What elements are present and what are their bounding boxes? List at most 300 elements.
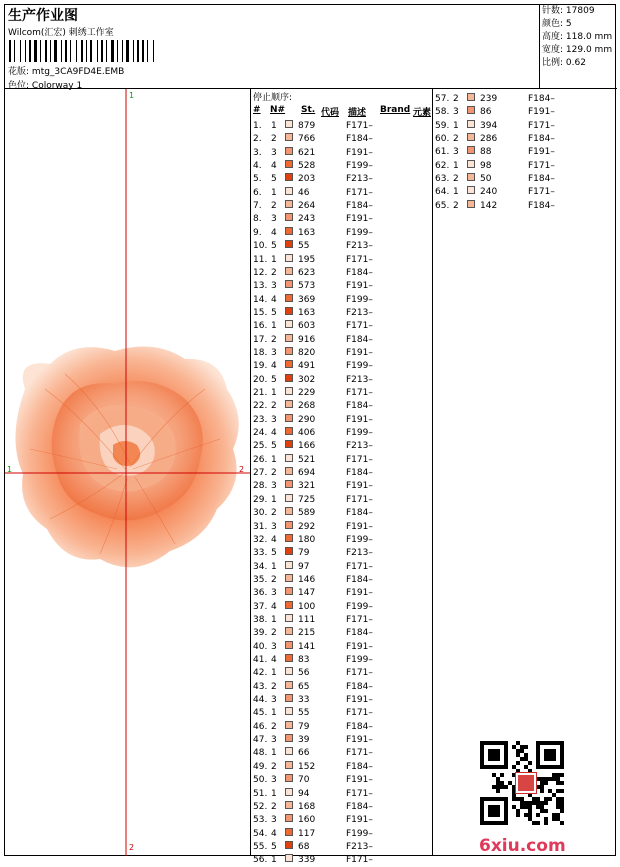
table-row [253, 574, 431, 587]
row-number: 32. [253, 534, 268, 545]
row-number: 62. [435, 160, 450, 171]
header-desc: 描述 [348, 108, 367, 118]
header-no: N# [270, 105, 286, 115]
color-swatch [467, 200, 475, 208]
row-color-index: 1 [271, 254, 277, 265]
rose-embroidery-image [5, 89, 251, 856]
table-row [435, 106, 613, 119]
row-number: 59. [435, 120, 450, 131]
row-stitches: 98 [480, 160, 492, 171]
table-row [253, 254, 431, 267]
row-stitches: 168 [298, 801, 316, 812]
row-code: F191– [528, 147, 555, 158]
table-header [253, 105, 433, 118]
table-row [253, 854, 431, 867]
header [5, 5, 540, 89]
row-number: 31. [253, 521, 268, 532]
row-code: F191– [528, 107, 555, 118]
row-number: 12. [253, 267, 268, 278]
row-number: 17. [253, 334, 268, 345]
row-stitches: 142 [480, 200, 498, 211]
row-number: 27. [253, 468, 268, 479]
row-color-index: 2 [271, 681, 277, 692]
row-stitches: 141 [298, 641, 316, 652]
stats-panel [540, 5, 617, 89]
color-swatch [285, 681, 293, 689]
row-color-index: 4 [271, 294, 277, 305]
row-code: F213– [346, 548, 373, 559]
color-swatch [285, 414, 293, 422]
row-color-index: 1 [271, 708, 277, 719]
row-color-index: 3 [271, 147, 277, 158]
table-row [253, 440, 431, 453]
row-code: F184– [346, 267, 373, 278]
row-stitches: 694 [298, 468, 316, 479]
worksheet [4, 4, 616, 866]
row-code: F191– [346, 214, 373, 225]
row-stitches: 70 [298, 775, 310, 786]
row-code: F213– [346, 441, 373, 452]
row-stitches: 152 [298, 761, 316, 772]
row-code: F191– [346, 147, 373, 158]
table-row [253, 294, 431, 307]
row-color-index: 2 [271, 267, 277, 278]
row-stitches: 203 [298, 174, 316, 185]
color-swatch [467, 120, 475, 128]
row-code: F184– [346, 201, 373, 212]
color-swatch [285, 601, 293, 609]
color-swatch [285, 374, 293, 382]
row-code: F199– [346, 601, 373, 612]
row-number: 8. [253, 214, 262, 225]
row-code: F191– [346, 588, 373, 599]
table-row [253, 320, 431, 333]
color-swatch [285, 240, 293, 248]
row-stitches: 394 [480, 120, 498, 131]
row-stitches: 239 [480, 94, 498, 104]
table-row [253, 761, 431, 774]
row-code: F213– [346, 174, 373, 185]
row-color-index: 3 [271, 641, 277, 652]
pattern-value: mtg_3CA9FD4E.EMB [31, 67, 125, 77]
table-row [253, 547, 431, 560]
row-code: F171– [346, 121, 373, 131]
row-number: 29. [253, 494, 268, 505]
row-color-index: 5 [271, 841, 277, 852]
row-code: F184– [528, 200, 555, 211]
table-row [253, 774, 431, 787]
row-stitches: 195 [298, 254, 316, 265]
color-swatch [285, 841, 293, 849]
table-row [253, 814, 431, 827]
row-stitches: 406 [298, 428, 316, 439]
row-color-index: 1 [271, 187, 277, 198]
design-preview [5, 89, 251, 856]
row-number: 49. [253, 761, 268, 772]
row-code: F184– [346, 468, 373, 479]
stop-sequence-title: 停止顺序: [253, 93, 293, 103]
color-swatch [467, 133, 475, 141]
row-color-index: 4 [271, 161, 277, 172]
color-swatch [285, 307, 293, 315]
row-stitches: 339 [298, 855, 316, 866]
table-row [253, 267, 431, 280]
color-swatch [467, 93, 475, 101]
table-row [435, 173, 613, 186]
color-swatch [285, 627, 293, 635]
table-row [253, 360, 431, 373]
table-row [435, 146, 613, 159]
row-stitches: 916 [298, 334, 316, 345]
row-stitches: 215 [298, 628, 316, 639]
row-color-index: 5 [271, 548, 277, 559]
barcode [9, 40, 185, 62]
row-number: 36. [253, 588, 268, 599]
row-code: F199– [346, 534, 373, 545]
row-color-index: 4 [271, 534, 277, 545]
color-swatch [285, 360, 293, 368]
row-color-index: 1 [271, 321, 277, 332]
row-color-index: 3 [271, 214, 277, 225]
row-code: F199– [346, 428, 373, 439]
row-color-index: 3 [453, 107, 459, 118]
studio-subtitle: Wilcom(汇宏) 刺绣工作室 [8, 28, 114, 38]
row-color-index: 3 [271, 775, 277, 786]
row-code: F213– [346, 841, 373, 852]
row-code: F171– [346, 454, 373, 465]
row-code: F184– [346, 628, 373, 639]
row-code: F171– [346, 321, 373, 332]
color-swatch [285, 480, 293, 488]
row-number: 57. [435, 94, 450, 104]
marker-top: 1 [129, 91, 135, 100]
row-stitches: 163 [298, 227, 316, 238]
table-row [253, 480, 431, 493]
row-color-index: 4 [271, 601, 277, 612]
stat-colors: 颜色: 5 [542, 19, 572, 29]
row-color-index: 4 [271, 655, 277, 665]
row-number: 43. [253, 681, 268, 692]
color-swatch [285, 774, 293, 782]
row-stitches: 264 [298, 201, 316, 212]
table-row [435, 186, 613, 199]
colorway-label: 色位: [8, 81, 30, 91]
row-code: F171– [528, 160, 555, 171]
row-number: 5. [253, 174, 262, 185]
row-stitches: 725 [298, 494, 316, 505]
row-stitches: 50 [480, 174, 492, 185]
row-number: 2. [253, 134, 262, 145]
color-swatch [285, 173, 293, 181]
row-number: 28. [253, 481, 268, 492]
color-swatch [285, 654, 293, 662]
row-code: F191– [346, 775, 373, 786]
row-stitches: 100 [298, 601, 316, 612]
table-row [253, 641, 431, 654]
row-stitches: 573 [298, 281, 316, 292]
row-code: F184– [346, 334, 373, 345]
row-color-index: 2 [453, 174, 459, 185]
row-color-index: 5 [271, 307, 277, 318]
color-swatch [285, 694, 293, 702]
row-number: 19. [253, 361, 268, 372]
row-stitches: 66 [298, 748, 310, 759]
table-row [253, 334, 431, 347]
color-swatch [285, 547, 293, 555]
row-stitches: 491 [298, 361, 316, 372]
row-stitches: 623 [298, 267, 316, 278]
table-row [253, 828, 431, 841]
row-color-index: 4 [271, 361, 277, 372]
row-stitches: 243 [298, 214, 316, 225]
color-swatch [285, 200, 293, 208]
marker-bottom: 2 [129, 843, 135, 852]
table-row [253, 801, 431, 814]
row-color-index: 2 [453, 134, 459, 145]
color-swatch [285, 147, 293, 155]
table-row [253, 120, 431, 133]
row-color-index: 4 [271, 428, 277, 439]
color-swatch [285, 574, 293, 582]
row-color-index: 3 [271, 695, 277, 706]
color-swatch [285, 320, 293, 328]
table-row [253, 721, 431, 734]
row-stitches: 56 [298, 668, 310, 679]
table-row [253, 427, 431, 440]
marker-left: 1 [7, 465, 13, 474]
row-stitches: 147 [298, 588, 316, 599]
table-row [253, 307, 431, 320]
page-title: 生产作业图 [8, 8, 78, 24]
row-number: 39. [253, 628, 268, 639]
row-number: 44. [253, 695, 268, 706]
pattern-line [8, 64, 124, 77]
color-swatch [285, 213, 293, 221]
row-color-index: 2 [271, 334, 277, 345]
row-number: 11. [253, 254, 268, 265]
table-row [253, 467, 431, 480]
row-code: F184– [528, 174, 555, 185]
table-row [253, 667, 431, 680]
stop-sequence-col-1 [251, 89, 433, 866]
row-number: 45. [253, 708, 268, 719]
row-number: 30. [253, 508, 268, 519]
row-number: 10. [253, 241, 268, 252]
row-number: 22. [253, 401, 268, 412]
color-swatch [285, 761, 293, 769]
color-swatch [285, 187, 293, 195]
row-stitches: 166 [298, 441, 316, 452]
row-color-index: 2 [453, 94, 459, 104]
row-number: 21. [253, 388, 268, 398]
row-color-index: 1 [453, 187, 459, 198]
row-stitches: 86 [480, 107, 492, 118]
row-code: F184– [346, 401, 373, 412]
table-row [253, 400, 431, 413]
color-swatch [285, 267, 293, 275]
table-row [253, 601, 431, 614]
stat-stitches: 针数: 17809 [542, 6, 595, 16]
table-row [253, 561, 431, 574]
color-swatch [467, 160, 475, 168]
row-number: 55. [253, 841, 268, 852]
table-row [435, 133, 613, 146]
color-swatch [285, 734, 293, 742]
row-number: 37. [253, 601, 268, 612]
color-swatch [285, 120, 293, 128]
table-row [253, 280, 431, 293]
row-stitches: 55 [298, 241, 310, 252]
row-code: F199– [346, 294, 373, 305]
row-stitches: 94 [298, 788, 310, 799]
row-color-index: 1 [271, 388, 277, 398]
row-stitches: 55 [298, 708, 310, 719]
table-row [253, 414, 431, 427]
table-row [435, 93, 613, 106]
row-color-index: 2 [271, 468, 277, 479]
row-stitches: 369 [298, 294, 316, 305]
row-stitches: 117 [298, 828, 316, 839]
table-row [253, 788, 431, 801]
row-code: F171– [528, 187, 555, 198]
row-number: 60. [435, 134, 450, 145]
row-color-index: 5 [271, 241, 277, 252]
row-color-index: 3 [271, 281, 277, 292]
color-swatch [285, 788, 293, 796]
row-stitches: 589 [298, 508, 316, 519]
row-color-index: 2 [271, 134, 277, 145]
row-number: 6. [253, 187, 262, 198]
row-number: 58. [435, 107, 450, 118]
row-stitches: 79 [298, 548, 310, 559]
row-color-index: 3 [453, 147, 459, 158]
table-row [253, 187, 431, 200]
row-number: 35. [253, 574, 268, 585]
row-number: 1. [253, 121, 262, 131]
color-swatch [285, 294, 293, 302]
row-number: 16. [253, 321, 268, 332]
color-swatch [285, 707, 293, 715]
row-stitches: 292 [298, 521, 316, 532]
color-swatch [467, 106, 475, 114]
row-stitches: 528 [298, 161, 316, 172]
row-number: 56. [253, 855, 268, 866]
color-swatch [285, 133, 293, 141]
row-code: F199– [346, 361, 373, 372]
stat-scale: 比例: 0.62 [542, 58, 586, 68]
table-row [253, 707, 431, 720]
header-element: 元素 [413, 108, 432, 118]
row-stitches: 33 [298, 695, 310, 706]
row-number: 7. [253, 201, 262, 212]
row-number: 24. [253, 428, 268, 439]
row-color-index: 1 [271, 494, 277, 505]
row-color-index: 2 [271, 401, 277, 412]
table-row [253, 694, 431, 707]
row-code: F213– [346, 374, 373, 385]
row-number: 34. [253, 561, 268, 572]
row-code: F171– [346, 668, 373, 679]
row-number: 52. [253, 801, 268, 812]
color-swatch [285, 254, 293, 262]
row-code: F171– [528, 120, 555, 131]
color-swatch [285, 721, 293, 729]
row-number: 40. [253, 641, 268, 652]
row-number: 13. [253, 281, 268, 292]
row-number: 9. [253, 227, 262, 238]
row-stitches: 146 [298, 574, 316, 585]
color-swatch [285, 507, 293, 515]
row-color-index: 4 [271, 227, 277, 238]
row-color-index: 2 [271, 628, 277, 639]
row-code: F191– [346, 347, 373, 358]
row-code: F191– [346, 815, 373, 826]
row-number: 33. [253, 548, 268, 559]
color-swatch [285, 814, 293, 822]
row-stitches: 229 [298, 388, 316, 398]
seal-stamp [515, 772, 537, 794]
row-color-index: 1 [271, 748, 277, 759]
row-code: F191– [346, 521, 373, 532]
row-stitches: 240 [480, 187, 498, 198]
row-code: F184– [528, 94, 555, 104]
row-color-index: 2 [271, 574, 277, 585]
row-color-index: 1 [271, 561, 277, 572]
row-color-index: 5 [271, 374, 277, 385]
row-color-index: 1 [271, 855, 277, 866]
row-code: F199– [346, 828, 373, 839]
row-code: F184– [346, 574, 373, 585]
row-number: 54. [253, 828, 268, 839]
row-number: 14. [253, 294, 268, 305]
color-swatch [285, 641, 293, 649]
row-code: F184– [346, 721, 373, 732]
row-color-index: 2 [271, 801, 277, 812]
row-number: 48. [253, 748, 268, 759]
row-code: F184– [346, 681, 373, 692]
row-number: 38. [253, 614, 268, 625]
pattern-label: 花版: [8, 67, 30, 77]
row-color-index: 3 [271, 414, 277, 425]
row-color-index: 2 [271, 201, 277, 212]
row-color-index: 3 [271, 735, 277, 746]
row-stitches: 46 [298, 187, 310, 198]
table-row [253, 387, 431, 400]
table-row [253, 521, 431, 534]
watermark-text: 6xiu.com [479, 836, 566, 856]
row-stitches: 68 [298, 841, 310, 852]
row-stitches: 65 [298, 681, 310, 692]
row-number: 64. [435, 187, 450, 198]
row-code: F184– [346, 134, 373, 145]
row-number: 18. [253, 347, 268, 358]
table-row [253, 374, 431, 387]
row-code: F184– [346, 801, 373, 812]
row-number: 25. [253, 441, 268, 452]
row-code: F171– [346, 254, 373, 265]
table-row [435, 120, 613, 133]
row-code: F199– [346, 655, 373, 665]
color-swatch [285, 521, 293, 529]
row-code: F171– [346, 561, 373, 572]
row-number: 42. [253, 668, 268, 679]
row-stitches: 621 [298, 147, 316, 158]
row-color-index: 1 [453, 120, 459, 131]
stat-height: 高度: 118.0 mm [542, 32, 613, 42]
marker-right: 2 [239, 465, 245, 474]
table-row [253, 494, 431, 507]
color-swatch [285, 387, 293, 395]
